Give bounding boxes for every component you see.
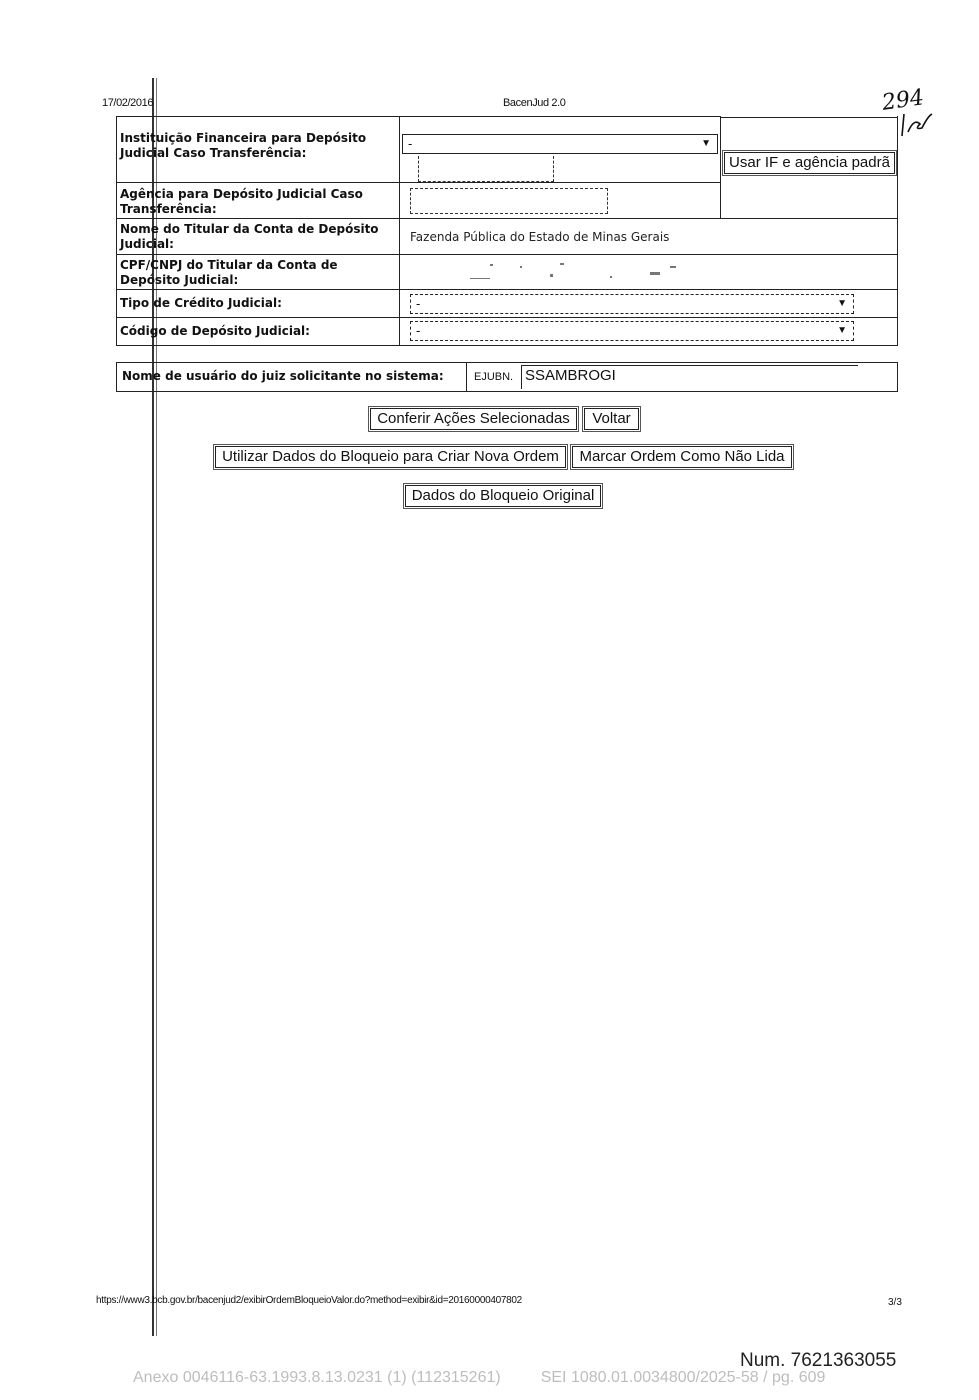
footer-page-number: 3/3 bbox=[888, 1297, 902, 1308]
agencia-field[interactable] bbox=[410, 188, 608, 214]
table-border bbox=[116, 116, 720, 117]
table-border bbox=[116, 254, 898, 255]
table-border bbox=[116, 116, 117, 346]
agencia-label: Agência para Depósito Judicial Caso Transferência: bbox=[120, 187, 363, 216]
app-title: BacenJud 2.0 bbox=[503, 97, 566, 109]
tipo-credito-selected-value: - bbox=[416, 296, 421, 311]
handwritten-rubric bbox=[900, 110, 934, 140]
dropdown-arrow-icon: ▼ bbox=[701, 138, 711, 149]
usuario-label: Nome de usuário do juiz solicitante no sistema: bbox=[122, 369, 444, 383]
print-date: 17/02/2016 bbox=[102, 97, 154, 109]
codigo-deposito-label: Código de Depósito Judicial: bbox=[120, 324, 310, 338]
utilizar-dados-bloqueio-button[interactable]: Utilizar Dados do Bloqueio para Criar Nova Ordem bbox=[215, 446, 566, 468]
footer-url: https://www3.bcb.gov.br/bacenjud2/exibirOrdemBloqueioValor.do?method=exibir&id=20160000407802 bbox=[96, 1295, 522, 1306]
table-border bbox=[466, 362, 467, 392]
table-border bbox=[399, 116, 400, 346]
table-border bbox=[720, 117, 898, 118]
table-border bbox=[116, 218, 898, 219]
dropdown-arrow-icon: ▼ bbox=[837, 325, 847, 336]
usuario-prefix: EJUBN. bbox=[474, 371, 514, 383]
document-number: Num. 7621363055 bbox=[740, 1350, 897, 1371]
tipo-credito-label: Tipo de Crédito Judicial: bbox=[120, 296, 282, 310]
dados-bloqueio-original-button[interactable]: Dados do Bloqueio Original bbox=[405, 485, 601, 507]
annex-stamp: Anexo 0046116-63.1993.8.13.0231 (1) (112315261) SEI 1080.01.0034800/2025-58 / pg. 609 bbox=[133, 1369, 826, 1386]
table-border bbox=[720, 116, 721, 218]
cpf-cnpj-label: CPF/CNPJ do Titular da Conta de Depósito Judicial: bbox=[120, 258, 338, 287]
nome-titular-label: Nome do Titular da Conta de Depósito Judicial: bbox=[120, 222, 379, 251]
handwritten-page-mark: 294 bbox=[880, 85, 926, 116]
marcar-nao-lida-button[interactable]: Marcar Ordem Como Não Lida bbox=[572, 446, 792, 468]
table-border bbox=[116, 289, 898, 290]
usar-if-agencia-padrao-button[interactable]: Usar IF e agência padrã bbox=[724, 152, 895, 174]
instituicao-selected-value: - bbox=[408, 136, 413, 151]
conferir-acoes-button[interactable]: Conferir Ações Selecionadas bbox=[370, 408, 577, 430]
dropdown-arrow-icon: ▼ bbox=[837, 298, 847, 309]
table-border bbox=[116, 345, 898, 346]
cpf-cnpj-value-redacted bbox=[410, 260, 710, 284]
voltar-button[interactable]: Voltar bbox=[584, 408, 639, 430]
instituicao-label: Instituição Financeira para Depósito Judicial Caso Transferência: bbox=[120, 131, 367, 160]
codigo-deposito-select[interactable] bbox=[410, 321, 854, 341]
instituicao-select[interactable] bbox=[402, 134, 718, 154]
table-border bbox=[897, 116, 898, 346]
tipo-credito-select[interactable] bbox=[410, 294, 854, 314]
usuario-input[interactable]: SSAMBROGI bbox=[521, 365, 858, 389]
instituicao-sub-field[interactable] bbox=[418, 156, 554, 182]
table-border bbox=[116, 182, 720, 183]
codigo-deposito-selected-value: - bbox=[416, 323, 421, 338]
nome-titular-value: Fazenda Pública do Estado de Minas Gerais bbox=[410, 230, 670, 244]
table-border bbox=[116, 317, 898, 318]
